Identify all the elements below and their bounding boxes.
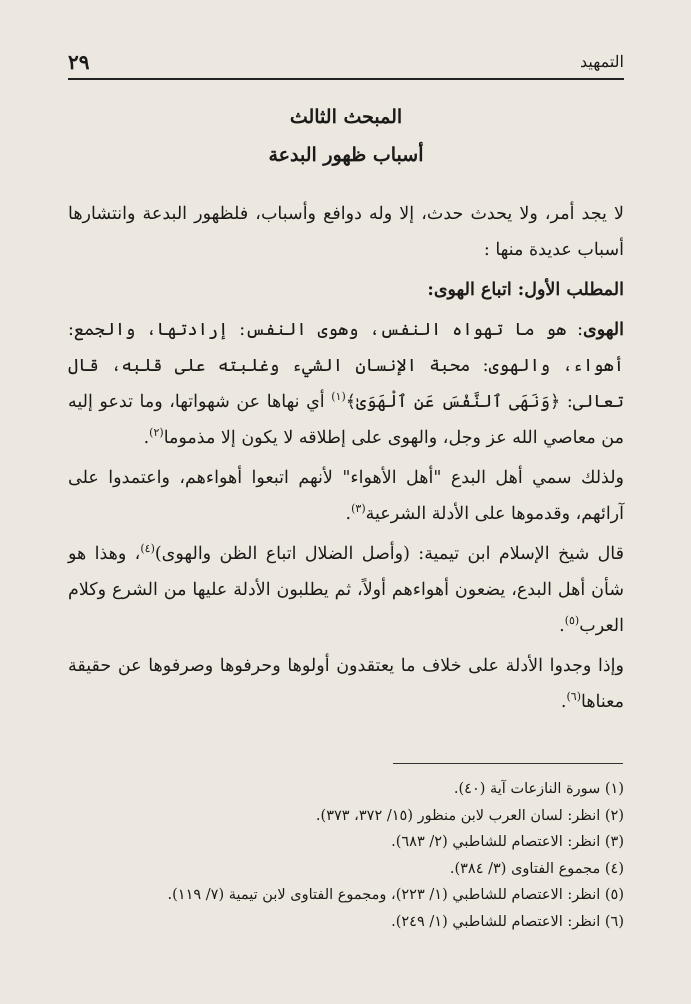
footnote-ref[interactable]: (٦) bbox=[566, 690, 581, 704]
paragraph-text: قال شيخ الإسلام ابن تيمية: (وأصل الضلال اتباع الظن والهوى) bbox=[154, 544, 624, 564]
paragraph-text: . bbox=[345, 504, 352, 524]
footnote-2: (٢) انظر: لسان العرب لابن منظور (١٥/ ٣٧٢، ٣٧٣). bbox=[315, 807, 624, 824]
footnote-3: (٣) انظر: الاعتصام للشاطبي (٢/ ٦٨٣). bbox=[391, 834, 624, 850]
paragraph-text: . bbox=[559, 616, 565, 636]
paragraph-text: . bbox=[560, 692, 567, 712]
chapter-title: المبحث الثالث bbox=[289, 106, 403, 128]
footnote-5: (٥) انظر: الاعتصام للشاطبي (١/ ٢٢٣)، ومجموع الفتاوى لابن تيمية (٧/ ١١٩). bbox=[167, 887, 624, 903]
running-title: التمهيد bbox=[580, 52, 624, 71]
footnote-ref[interactable]: (١) bbox=[331, 390, 346, 404]
intro-paragraph: لا يجد أمر، ولا يحدث حدث، إلا وله دوافع وأسباب، فلظهور البدعة وانتشارها أسباب عديدة منها : bbox=[68, 204, 624, 260]
footnote-ref[interactable]: (٤) bbox=[140, 542, 155, 556]
paragraph-text: أي نهاها عن شهواتها، وما تدعو إليه من معاصي الله عز وجل، والهوى على إطلاقه لا يكون إلا مذموما bbox=[68, 392, 624, 448]
paragraph-text: ولذلك سمي أهل البدع "أهل الأهواء" لأنهم اتبعوا أهواءهم، واعتمدوا على آرائهم، وقدموها على الأدلة الشرعية bbox=[68, 468, 624, 524]
paragraph-ibn-taymiyya bbox=[68, 536, 624, 644]
defined-term: الهوى bbox=[583, 320, 624, 340]
body-text bbox=[68, 196, 624, 724]
paragraph-text: : هو ما تهواه النفس، وهوى النفس: إرادتها، والجمع: أهواء، والهوى: محبة الإنسان الشيء وغلبته على قلبه، قال تعالى: ﴿وَنَهَى ٱلنَّفْسَ عَنِ ٱلْهَوَىٰ﴾ bbox=[68, 320, 624, 412]
footnote-6: (٦) انظر: الاعتصام للشاطبي (١/ ٢٤٩). bbox=[391, 913, 624, 930]
footnote-ref[interactable]: (٥) bbox=[564, 614, 580, 628]
footnote-1: (١) سورة النازعات آية (٤٠). bbox=[453, 781, 624, 797]
footnote-ref[interactable]: (٣) bbox=[351, 502, 366, 516]
paragraph-definition bbox=[68, 312, 624, 456]
footnotes bbox=[68, 776, 624, 935]
paragraph-ahl-al-ahwa bbox=[68, 460, 624, 532]
paragraph-tahrif bbox=[68, 648, 624, 720]
paragraph-text: ، وهذا هو شأن أهل البدع، يضعون أهواءهم أولاً، ثم يطلبون الأدلة عليها من الشرع وكلام العرب bbox=[68, 544, 624, 636]
page-header bbox=[68, 48, 624, 80]
chapter-subtitle: أسباب ظهور البدعة bbox=[268, 144, 424, 166]
footnote-ref[interactable]: (٢) bbox=[149, 426, 164, 440]
footnote-4: (٤) مجموع الفتاوى (٣/ ٣٨٤). bbox=[449, 860, 624, 877]
section-heading: المطلب الأول: اتباع الهوى: bbox=[427, 280, 624, 300]
paragraph-text: وإذا وجدوا الأدلة على خلاف ما يعتقدون أولوها وحرفوها وصرفوها عن حقيقة معناها bbox=[68, 656, 624, 712]
footnote-separator bbox=[393, 763, 623, 764]
paragraph-text: . bbox=[143, 428, 150, 448]
page-number: ٢٩ bbox=[68, 50, 90, 74]
